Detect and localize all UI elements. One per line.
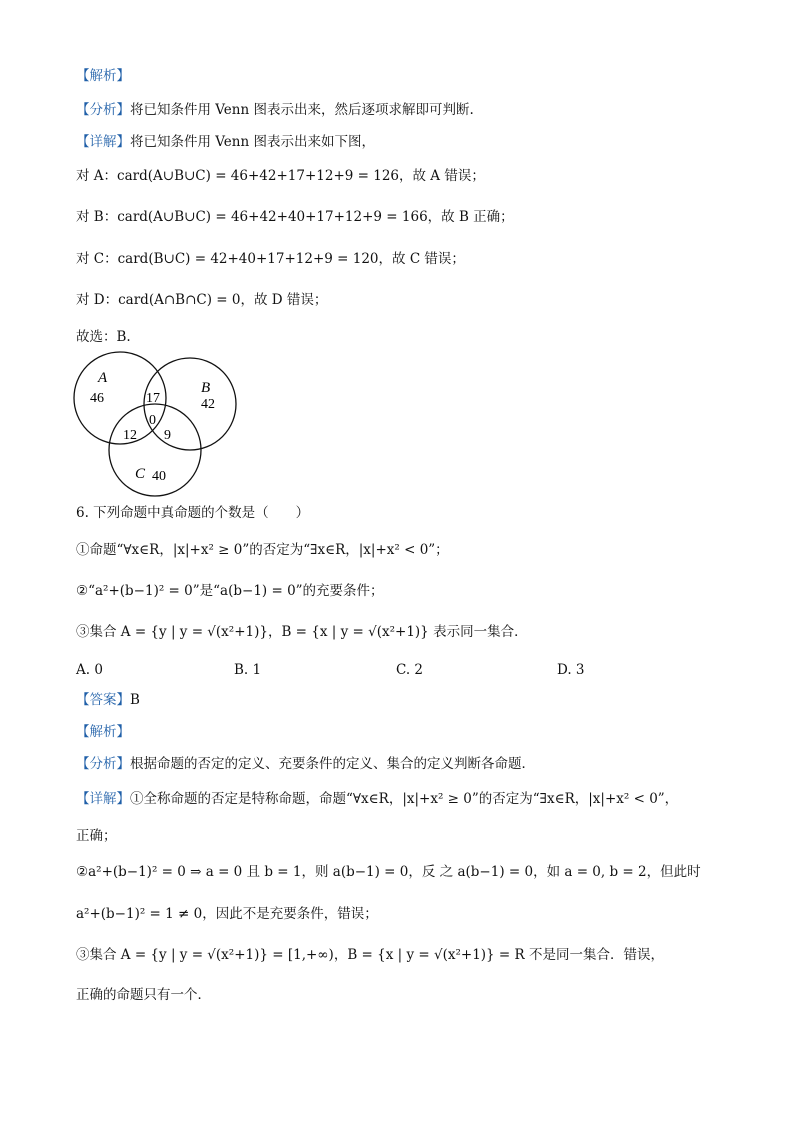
fenxi-tag-2: 【分析】 (76, 756, 130, 772)
analysis-tag-2: 【解析】 (76, 724, 130, 740)
choose-line: 故选：B. (76, 329, 131, 345)
fenxi-text: 将已知条件用 Venn 图表示出来，然后逐项求解即可判断. (130, 102, 474, 118)
fenxi-text-2: 根据命题的否定的定义、充要条件的定义、集合的定义判断各命题． (130, 756, 535, 772)
item-d: 对 D：card(A∩B∩C) = 0，故 D 错误； (76, 292, 328, 308)
venn-c-only: 40 (152, 469, 166, 484)
item-a: 对 A：card(A∪B∪C) = 46+42+17+12+9 = 126，故 A 错误； (76, 168, 485, 184)
detail-line-3: a²+(b−1)² = 1 ≠ 0，因此不是充要条件，错误； (76, 906, 378, 922)
xiangjie-tag-2: 【详解】 (76, 791, 130, 807)
item-c: 对 C：card(B∪C) = 42+40+17+12+9 = 120，故 C 错误； (76, 251, 465, 267)
detail-line-4: ③集合 A = {y | y = √(x²+1)} = [1,+∞)，B = {x | y = √(x²+1)} = R 不是同一集合．错误， (76, 947, 664, 963)
detail-line-5: 正确的命题只有一个． (76, 987, 211, 1003)
xiangjie-text-2: ①全称命题的否定是特称命题，命题“∀x∈R，|x|+x² ≥ 0”的否定为“∃x∈R，|x|+x² < 0”， (130, 791, 679, 807)
fenxi-line-2 (76, 754, 535, 774)
venn-abc: 0 (149, 413, 156, 428)
item-b: 对 B：card(A∪B∪C) = 46+42+40+17+12+9 = 166，故 B 正确； (76, 209, 514, 225)
q6-option-c: C. 2 (396, 662, 424, 678)
q6-option-b: B. 1 (234, 662, 262, 678)
xiangjie-line (76, 132, 375, 152)
answer-text: B (130, 692, 140, 708)
correct-line-1: 正确； (76, 828, 117, 844)
answer-line (76, 690, 140, 710)
venn-label-c: C (135, 466, 146, 482)
fenxi-tag: 【分析】 (76, 102, 130, 118)
xiangjie-line-2 (76, 789, 678, 809)
venn-bc: 9 (164, 428, 171, 443)
analysis-tag: 【解析】 (76, 68, 130, 84)
q6-stem: 6. 下列命题中真命题的个数是（ ） (76, 505, 310, 521)
venn-diagram (60, 350, 250, 500)
venn-a-only: 46 (90, 391, 104, 406)
answer-tag: 【答案】 (76, 692, 130, 708)
q6-statement-2: ②“a²+(b−1)² = 0”是“a(b−1) = 0”的充要条件； (76, 583, 384, 599)
q6-option-a: A. 0 (76, 662, 103, 678)
venn-ab: 17 (146, 391, 160, 406)
q6-statement-1: ①命题“∀x∈R，|x|+x² ≥ 0”的否定为“∃x∈R，|x|+x² < 0”； (76, 542, 449, 558)
venn-label-b: B (201, 380, 211, 396)
venn-label-a: A (98, 370, 108, 386)
fenxi-line (76, 100, 474, 120)
xiangjie-tag: 【详解】 (76, 134, 130, 150)
q6-statement-3: ③集合 A = {y | y = √(x²+1)}，B = {x | y = √(x²+1)} 表示同一集合． (76, 624, 528, 640)
venn-b-only: 42 (201, 397, 215, 412)
venn-ac: 12 (123, 428, 137, 443)
q6-option-d: D. 3 (557, 662, 585, 678)
detail-line-2: ②a²+(b−1)² = 0 ⇒ a = 0 且 b = 1，则 a(b−1) = 0，反 之 a(b−1) = 0，如 a = 0, b = 2，但此时 (76, 864, 701, 880)
xiangjie-text: 将已知条件用 Venn 图表示出来如下图， (130, 134, 375, 150)
